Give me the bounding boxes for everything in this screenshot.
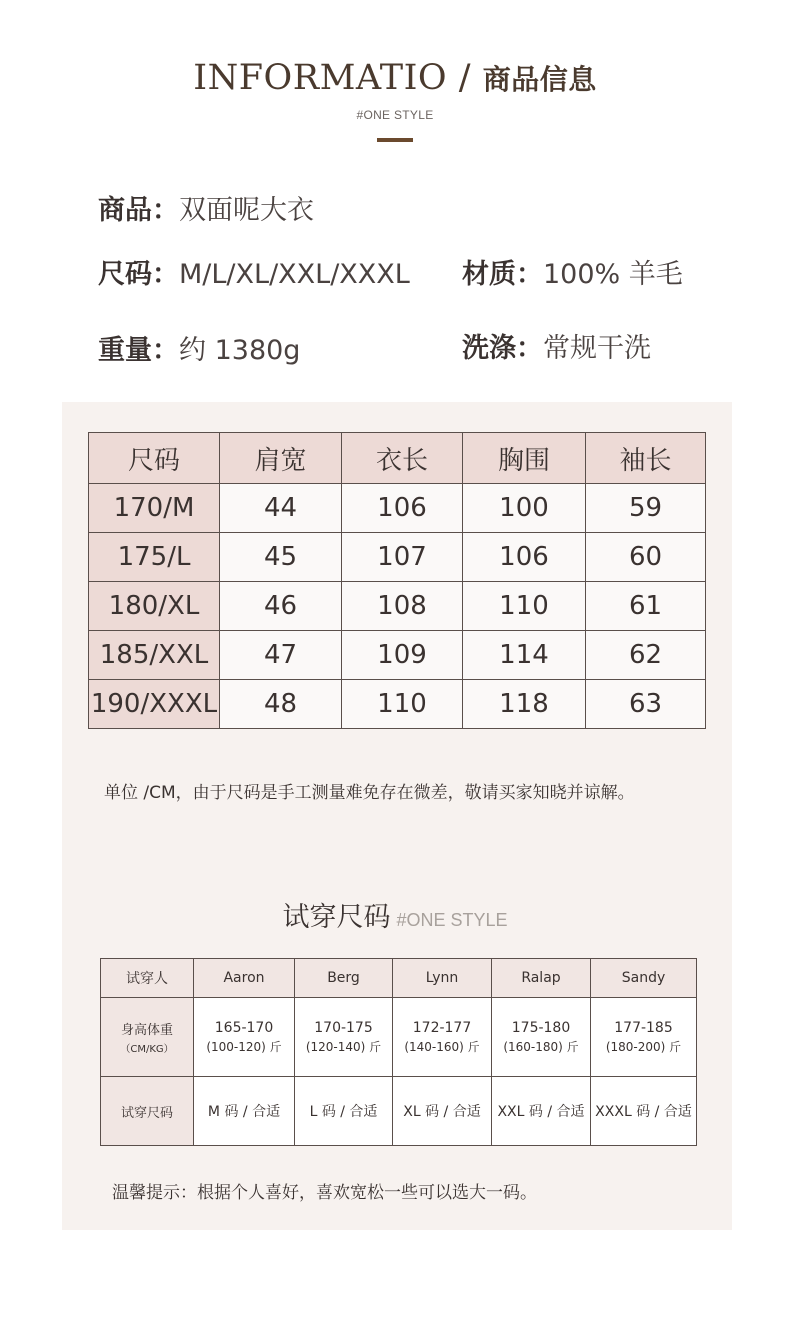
table-cell: 45: [220, 533, 342, 582]
size-cell: 190/XXXL: [89, 680, 220, 729]
size-cell: 185/XXL: [89, 631, 220, 680]
table-cell: [393, 998, 492, 1077]
table-row: [89, 631, 706, 680]
title-divider: [377, 138, 413, 142]
hw-unit: （CM/KG）: [120, 1044, 174, 1055]
size-cell: 175/L: [89, 533, 220, 582]
height-value: 165-170: [214, 1019, 274, 1036]
table-cell: 108: [342, 582, 463, 631]
weight-value: (140-160) 斤: [404, 1039, 480, 1054]
table-row: [101, 1077, 697, 1146]
table-cell: 48: [220, 680, 342, 729]
table-cell: [591, 998, 697, 1077]
height-value: 170-175: [314, 1019, 373, 1036]
info-wash-value: 常规干洗: [543, 333, 651, 364]
weight-value: (120-140) 斤: [305, 1039, 382, 1054]
header-cell: 袖长: [586, 433, 706, 484]
title-zh: 商品信息: [482, 63, 597, 96]
table-cell: L 码 / 合适: [295, 1077, 393, 1146]
try-on-header: [101, 959, 697, 998]
table-row: [101, 998, 697, 1077]
info-weight-value: 约 1380g: [179, 335, 301, 366]
table-cell: 46: [220, 582, 342, 631]
subtitle: #ONE STYLE: [356, 108, 434, 122]
table-cell: XXXL 码 / 合适: [591, 1077, 697, 1146]
weight-value: (160-180) 斤: [503, 1039, 579, 1054]
table-cell: 62: [586, 631, 706, 680]
unit-note: 单位 /CM，由于尺码是手工测量难免存在微差，敬请买家知晓并谅解。: [104, 783, 635, 803]
fit-label: 试穿尺码: [101, 1077, 194, 1146]
info-size: [98, 252, 410, 291]
table-cell: 106: [342, 484, 463, 533]
header-cell: 胸围: [463, 433, 586, 484]
table-cell: 106: [463, 533, 586, 582]
weight-value: (100-120) 斤: [206, 1039, 282, 1054]
height-value: 177-185: [614, 1019, 673, 1036]
size-table: [88, 432, 706, 729]
header: [0, 58, 790, 142]
info-product-label: 商品：: [98, 195, 179, 226]
title-separator: /: [447, 58, 483, 98]
size-cell: 170/M: [89, 484, 220, 533]
info-product-value: 双面呢大衣: [179, 195, 314, 226]
header-cell: 衣长: [342, 433, 463, 484]
weight-value: (180-200) 斤: [605, 1039, 682, 1054]
table-cell: [492, 998, 591, 1077]
table-cell: 114: [463, 631, 586, 680]
table-cell: 61: [586, 582, 706, 631]
table-cell: 110: [463, 582, 586, 631]
table-cell: 118: [463, 680, 586, 729]
info-wash-label: 洗涤：: [462, 333, 543, 364]
info-material-label: 材质：: [462, 259, 543, 290]
table-row: [89, 680, 706, 729]
hw-label: 身高体重: [120, 1023, 173, 1038]
header-cell: 尺码: [89, 433, 220, 484]
table-cell: 110: [342, 680, 463, 729]
info-weight-label: 重量：: [98, 335, 179, 366]
height-value: 172-177: [412, 1019, 472, 1036]
table-cell: 44: [220, 484, 342, 533]
header-cell: Berg: [295, 959, 393, 998]
table-row: [89, 484, 706, 533]
try-on-title: [0, 895, 790, 934]
table-cell: XL 码 / 合适: [393, 1077, 492, 1146]
table-cell: 59: [586, 484, 706, 533]
header-cell: Sandy: [591, 959, 697, 998]
try-on-title-zh: 试穿尺码: [282, 902, 391, 933]
table-cell: 107: [342, 533, 463, 582]
size-cell: 180/XL: [89, 582, 220, 631]
table-cell: 47: [220, 631, 342, 680]
table-cell: 63: [586, 680, 706, 729]
table-cell: [194, 998, 295, 1077]
table-cell: M 码 / 合适: [194, 1077, 295, 1146]
header-cell: 肩宽: [220, 433, 342, 484]
table-cell: 109: [342, 631, 463, 680]
height-weight-label: [101, 998, 194, 1077]
size-table-header: [89, 433, 706, 484]
header-cell: 试穿人: [101, 959, 194, 998]
try-on-table: [100, 958, 697, 1146]
table-cell: XXL 码 / 合适: [492, 1077, 591, 1146]
info-size-value: M/L/XL/XXL/XXXL: [179, 259, 410, 290]
header-cell: Lynn: [393, 959, 492, 998]
title-en: INFORMATIO: [193, 58, 448, 98]
info-material-value: 100% 羊毛: [543, 259, 683, 290]
try-on-subtitle: #ONE STYLE: [396, 910, 508, 930]
table-row: [89, 582, 706, 631]
tip-note: 温馨提示：根据个人喜好，喜欢宽松一些可以选大一码。: [112, 1183, 537, 1203]
height-value: 175-180: [511, 1019, 571, 1036]
info-material: [462, 252, 683, 291]
table-row: [89, 533, 706, 582]
info-product: [98, 188, 314, 227]
header-cell: Aaron: [194, 959, 295, 998]
table-cell: [295, 998, 393, 1077]
info-wash: [462, 326, 651, 365]
page-title: [0, 58, 790, 98]
table-cell: 60: [586, 533, 706, 582]
info-weight: [98, 328, 300, 367]
info-size-label: 尺码：: [98, 259, 179, 290]
table-cell: 100: [463, 484, 586, 533]
header-cell: Ralap: [492, 959, 591, 998]
